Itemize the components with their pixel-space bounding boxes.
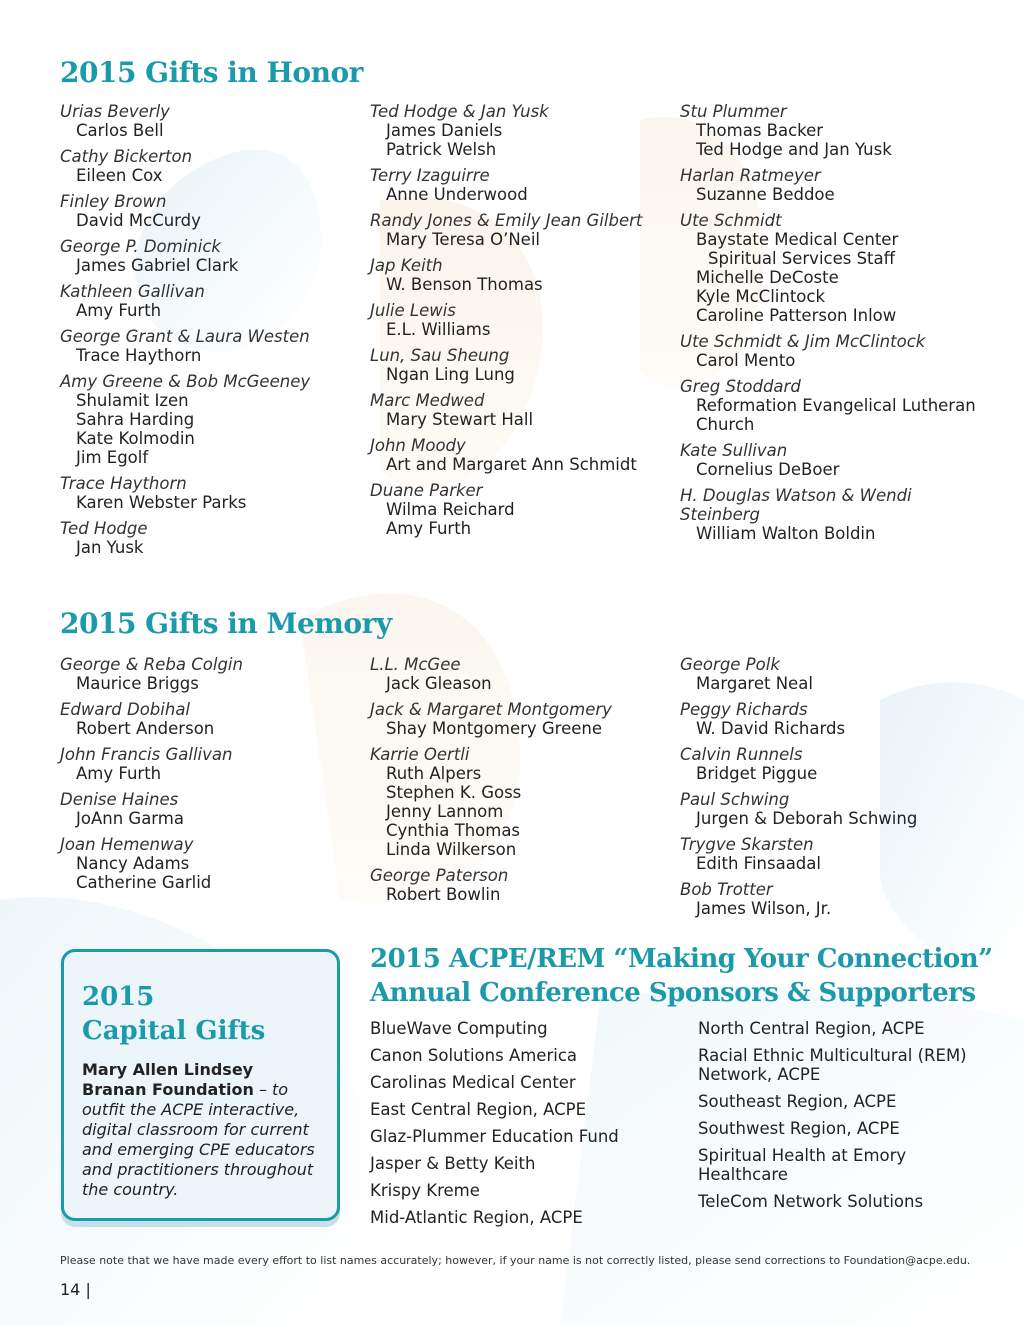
gift-entry	[60, 474, 370, 512]
page-separator: |	[85, 1280, 91, 1299]
donor-name: Baystate Medical Center	[696, 230, 899, 249]
donor-name: Catherine Garlid	[76, 873, 212, 892]
gift-entry	[370, 700, 680, 738]
gift-entry	[370, 436, 680, 474]
donor-name: Jurgen & Deborah Schwing	[696, 809, 918, 828]
gift-entry	[370, 211, 680, 249]
gifts-in-honor-heading: 2015 Gifts in Honor	[60, 56, 363, 89]
sponsors-right-list	[698, 1019, 998, 1219]
capital-purpose: to outfit the ACPE interactive, digital classroom for current and emerging CPE educators and practitioners throughout the country.	[82, 1080, 315, 1199]
gift-entry	[370, 481, 680, 538]
donor-name: Amy Furth	[386, 519, 472, 538]
donor-name: Kyle McClintock	[696, 287, 826, 306]
gift-entry	[370, 166, 680, 204]
honoree-name: Amy Greene & Bob McGeeney	[60, 372, 311, 391]
honoree-name: Bob Trotter	[680, 880, 773, 899]
honoree-name: Calvin Runnels	[680, 745, 803, 764]
gift-entry	[370, 256, 680, 294]
honoree-name: John Francis Gallivan	[60, 745, 233, 764]
gift-entry	[60, 237, 370, 275]
donor-name: Kate Kolmodin	[76, 429, 195, 448]
donor-name: William Walton Boldin	[696, 524, 876, 543]
donor-name: James Daniels	[386, 121, 503, 140]
honoree-name: Ute Schmidt & Jim McClintock	[680, 332, 926, 351]
column	[370, 102, 680, 564]
donor-name: Carlos Bell	[76, 121, 164, 140]
donor-name: Carol Mento	[696, 351, 796, 370]
sponsors-title-line2: Annual Conference Sponsors & Supporters	[370, 978, 976, 1008]
donor-name: Robert Anderson	[76, 719, 215, 738]
sponsor-item: TeleCom Network Solutions	[698, 1192, 924, 1211]
gift-entry	[370, 102, 680, 159]
donor-name: Karen Webster Parks	[76, 493, 247, 512]
column	[370, 655, 680, 925]
donor-name: Maurice Briggs	[76, 674, 199, 693]
sponsor-item: Spiritual Health at Emory Healthcare	[698, 1146, 907, 1184]
gift-entry	[60, 655, 370, 693]
gift-entry	[370, 655, 680, 693]
capital-donor: Mary Allen Lindsey Branan Foundation	[82, 1060, 254, 1099]
sponsor-item: East Central Region, ACPE	[370, 1100, 587, 1119]
honoree-name: Julie Lewis	[370, 301, 456, 320]
gift-entry	[680, 790, 990, 828]
gift-entry	[370, 745, 680, 859]
sponsor-item: Racial Ethnic Multicultural (REM) Network, ACPE	[698, 1046, 967, 1084]
honoree-name: Cathy Bickerton	[60, 147, 193, 166]
honoree-name: Harlan Ratmeyer	[680, 166, 821, 185]
donor-name: Caroline Patterson Inlow	[696, 306, 897, 325]
gift-entry	[60, 745, 370, 783]
donor-name: Margaret Neal	[696, 674, 813, 693]
donor-name: Mary Stewart Hall	[386, 410, 534, 429]
honoree-name: Stu Plummer	[680, 102, 787, 121]
donor-name: Linda Wilkerson	[386, 840, 517, 859]
honoree-name: Karrie Oertli	[370, 745, 470, 764]
donor-name: E.L. Williams	[386, 320, 491, 339]
donor-name: Patrick Welsh	[386, 140, 497, 159]
honoree-name: H. Douglas Watson & Wendi Steinberg	[680, 486, 912, 524]
donor-name: Wilma Reichard	[386, 500, 515, 519]
gift-entry	[680, 880, 990, 918]
gift-entry	[60, 700, 370, 738]
gift-entry	[60, 147, 370, 185]
column	[680, 102, 990, 564]
donor-name: James Wilson, Jr.	[696, 899, 832, 918]
donor-name: Michelle DeCoste	[696, 268, 839, 287]
gift-entry	[370, 301, 680, 339]
gift-entry	[60, 192, 370, 230]
donor-name: Ruth Alpers	[386, 764, 482, 783]
capital-gifts-description	[82, 1060, 319, 1200]
donor-name: Jim Egolf	[76, 448, 149, 467]
donor-name: Suzanne Beddoe	[696, 185, 835, 204]
honor-columns	[60, 102, 990, 564]
corrections-note: Please note that we have made every effort to list names accurately; however, if your name is not correctly listed, please send corrections to Foundation@acpe.edu.	[60, 1254, 971, 1267]
honoree-name: L.L. McGee	[370, 655, 461, 674]
sponsors-heading	[370, 942, 993, 1010]
donor-name: Art and Margaret Ann Schmidt	[386, 455, 637, 474]
column	[60, 655, 370, 925]
gift-entry	[680, 486, 990, 543]
gift-entry	[60, 835, 370, 892]
donor-name: Trace Haythorn	[76, 346, 202, 365]
gift-entry	[370, 866, 680, 904]
honoree-name: Edward Dobihal	[60, 700, 191, 719]
sponsor-item: Glaz-Plummer Education Fund	[370, 1127, 619, 1146]
honoree-name: Marc Medwed	[370, 391, 485, 410]
honoree-name: Jack & Margaret Montgomery	[370, 700, 612, 719]
honoree-name: Finley Brown	[60, 192, 167, 211]
honoree-name: George & Reba Colgin	[60, 655, 243, 674]
gift-entry	[680, 102, 990, 159]
honoree-name: George Paterson	[370, 866, 509, 885]
honoree-name: Lun, Sau Sheung	[370, 346, 510, 365]
capital-gifts-title	[82, 980, 319, 1048]
donor-name: W. David Richards	[696, 719, 846, 738]
donor-name: Eileen Cox	[76, 166, 163, 185]
column	[680, 655, 990, 925]
gift-entry	[680, 377, 990, 434]
donor-name: Cynthia Thomas	[386, 821, 521, 840]
sponsors-title-line1: 2015 ACPE/REM “Making Your Connection”	[370, 944, 993, 974]
gift-entry	[60, 790, 370, 828]
donor-name: Jenny Lannom	[386, 802, 504, 821]
honoree-name: Urias Beverly	[60, 102, 170, 121]
sponsor-item: Carolinas Medical Center	[370, 1073, 576, 1092]
capital-gifts-box	[61, 949, 340, 1221]
capital-dash: –	[253, 1080, 273, 1099]
sponsor-item: Southwest Region, ACPE	[698, 1119, 900, 1138]
donor-name: Robert Bowlin	[386, 885, 501, 904]
memory-columns	[60, 655, 990, 925]
donor-name: Jack Gleason	[386, 674, 492, 693]
gift-entry	[680, 332, 990, 370]
gifts-in-memory-heading: 2015 Gifts in Memory	[60, 607, 392, 640]
donor-name: Edith Finsaadal	[696, 854, 821, 873]
gift-entry	[680, 441, 990, 479]
honoree-name: Ted Hodge & Jan Yusk	[370, 102, 549, 121]
honoree-name: Trygve Skarsten	[680, 835, 814, 854]
gift-entry	[60, 327, 370, 365]
donor-name: Shay Montgomery Greene	[386, 719, 603, 738]
honoree-name: George Grant & Laura Westen	[60, 327, 310, 346]
honoree-name: Terry Izaguirre	[370, 166, 490, 185]
honoree-name: Peggy Richards	[680, 700, 808, 719]
capital-title-label: Capital Gifts	[82, 1016, 266, 1046]
donor-name: Reformation Evangelical Lutheran Church	[696, 396, 976, 434]
donor-name: Amy Furth	[76, 764, 162, 783]
sponsor-item: Canon Solutions America	[370, 1046, 578, 1065]
page-number	[60, 1280, 91, 1299]
donor-name: Amy Furth	[76, 301, 162, 320]
sponsor-item: Jasper & Betty Keith	[370, 1154, 536, 1173]
column	[60, 102, 370, 564]
honoree-name: Greg Stoddard	[680, 377, 801, 396]
gift-entry	[60, 519, 370, 557]
sponsors-left-list	[370, 1019, 680, 1235]
donor-name: JoAnn Garma	[76, 809, 184, 828]
gift-entry	[60, 282, 370, 320]
honoree-name: Ted Hodge	[60, 519, 148, 538]
sponsor-item: Mid-Atlantic Region, ACPE	[370, 1208, 583, 1227]
donor-name: Anne Underwood	[386, 185, 528, 204]
sponsor-item: North Central Region, ACPE	[698, 1019, 925, 1038]
donor-name: David McCurdy	[76, 211, 201, 230]
donor-name: Ted Hodge and Jan Yusk	[696, 140, 892, 159]
donor-name: W. Benson Thomas	[386, 275, 543, 294]
donor-name: Ngan Ling Lung	[386, 365, 515, 384]
donor-name: Jan Yusk	[76, 538, 144, 557]
honoree-name: George Polk	[680, 655, 780, 674]
honoree-name: Paul Schwing	[680, 790, 790, 809]
gift-entry	[680, 745, 990, 783]
honoree-name: Ute Schmidt	[680, 211, 782, 230]
honoree-name: Kathleen Gallivan	[60, 282, 205, 301]
donor-name: James Gabriel Clark	[76, 256, 239, 275]
honoree-name: Jap Keith	[370, 256, 443, 275]
donor-name: Spiritual Services Staff	[708, 249, 896, 268]
gift-entry	[680, 835, 990, 873]
gift-entry	[680, 700, 990, 738]
donor-name: Cornelius DeBoer	[696, 460, 840, 479]
honoree-name: Randy Jones & Emily Jean Gilbert	[370, 211, 643, 230]
sponsor-item: BlueWave Computing	[370, 1019, 548, 1038]
gift-entry	[60, 372, 370, 467]
sponsor-item: Southeast Region, ACPE	[698, 1092, 897, 1111]
sponsor-item: Krispy Kreme	[370, 1181, 480, 1200]
donor-name: Stephen K. Goss	[386, 783, 522, 802]
gift-entry	[370, 391, 680, 429]
honoree-name: John Moody	[370, 436, 466, 455]
donor-name: Mary Teresa O’Neil	[386, 230, 540, 249]
gift-entry	[680, 211, 990, 325]
donor-name: Shulamit Izen	[76, 391, 189, 410]
gift-entry	[680, 166, 990, 204]
page-number-value: 14	[60, 1280, 81, 1299]
gift-entry	[370, 346, 680, 384]
donor-name: Thomas Backer	[696, 121, 824, 140]
donor-name: Nancy Adams	[76, 854, 190, 873]
honoree-name: George P. Dominick	[60, 237, 221, 256]
honoree-name: Duane Parker	[370, 481, 483, 500]
gift-entry	[60, 102, 370, 140]
honoree-name: Kate Sullivan	[680, 441, 788, 460]
honoree-name: Trace Haythorn	[60, 474, 187, 493]
honoree-name: Denise Haines	[60, 790, 179, 809]
gift-entry	[680, 655, 990, 693]
donor-name: Sahra Harding	[76, 410, 195, 429]
donor-name: Bridget Piggue	[696, 764, 818, 783]
honoree-name: Joan Hemenway	[60, 835, 194, 854]
capital-title-year: 2015	[82, 982, 155, 1012]
